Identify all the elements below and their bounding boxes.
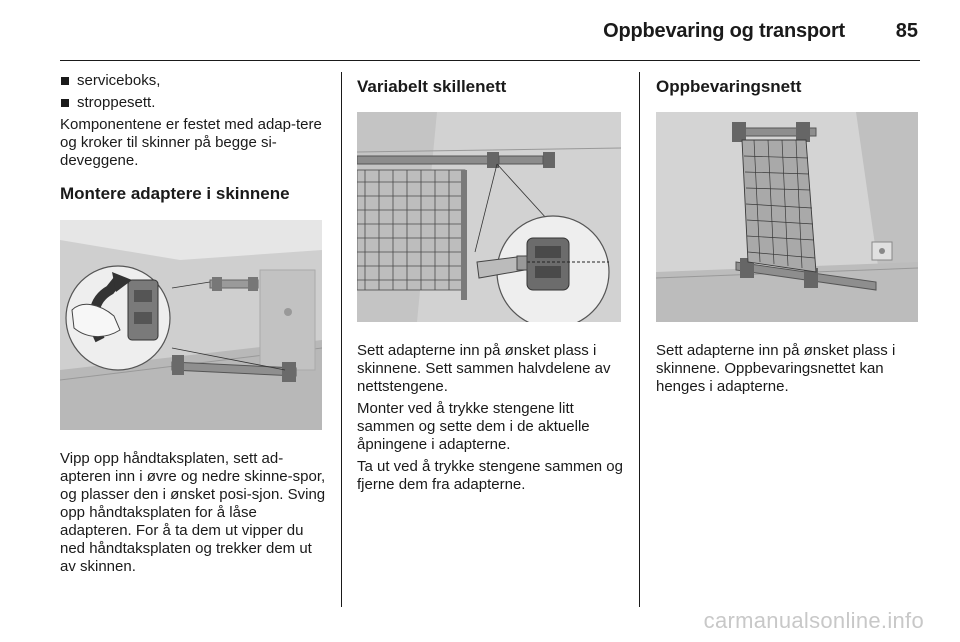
- section-heading: Montere adaptere i skinnene: [60, 184, 290, 203]
- divider-net-illustration: [357, 112, 621, 322]
- column-2: [357, 72, 625, 498]
- square-bullet-icon: [61, 77, 69, 85]
- header-title: Oppbevaring og transport: [603, 20, 845, 42]
- column-1: [60, 72, 328, 580]
- page-number: 85: [895, 20, 918, 42]
- list-item: stroppesett.: [60, 94, 328, 112]
- body-paragraph: Ta ut ved å trykke stengene sammen og fjerne dem fra adapterne.: [357, 458, 623, 493]
- storage-net-illustration: [656, 112, 918, 322]
- column-divider-1: [341, 72, 342, 607]
- section-heading: Variabelt skillenett: [357, 77, 507, 96]
- body-paragraph: Sett adapterne inn på ønsket plass i skinnene. Sett sammen halvdelene av nettstengene.: [357, 342, 611, 395]
- square-bullet-icon: [61, 99, 69, 107]
- body-paragraph: Sett adapterne inn på ønsket plass i skinnene. Oppbevaringsnettet kan henges i adapterne.: [656, 342, 896, 395]
- watermark: carmanualsonline.info: [703, 608, 924, 633]
- body-paragraph: Monter ved å trykke stengene litt sammen og sette dem i de aktuelle åpningene i adapterne.: [357, 400, 590, 453]
- adapter-rail-illustration: [60, 220, 322, 430]
- intro-paragraph: Komponentene er festet med adap-tere og kroker til skinner på begge si-deveggene.: [60, 116, 322, 169]
- column-3: [656, 72, 922, 400]
- bullet-list: [60, 72, 328, 112]
- column-divider-2: [639, 72, 640, 607]
- list-item: serviceboks,: [60, 72, 328, 90]
- section-heading: Oppbevaringsnett: [656, 77, 802, 96]
- page-header: [60, 0, 920, 61]
- body-paragraph: Vipp opp håndtaksplaten, sett ad-apteren inn i øvre og nedre skinne-spor, og plasser den i ønsket posi-sjon. Sving opp håndtaksplaten for å låse adapteren. For å ta dem ut vipper du ned håndtaksplaten og trekker dem ut av skinnen.: [60, 450, 326, 575]
